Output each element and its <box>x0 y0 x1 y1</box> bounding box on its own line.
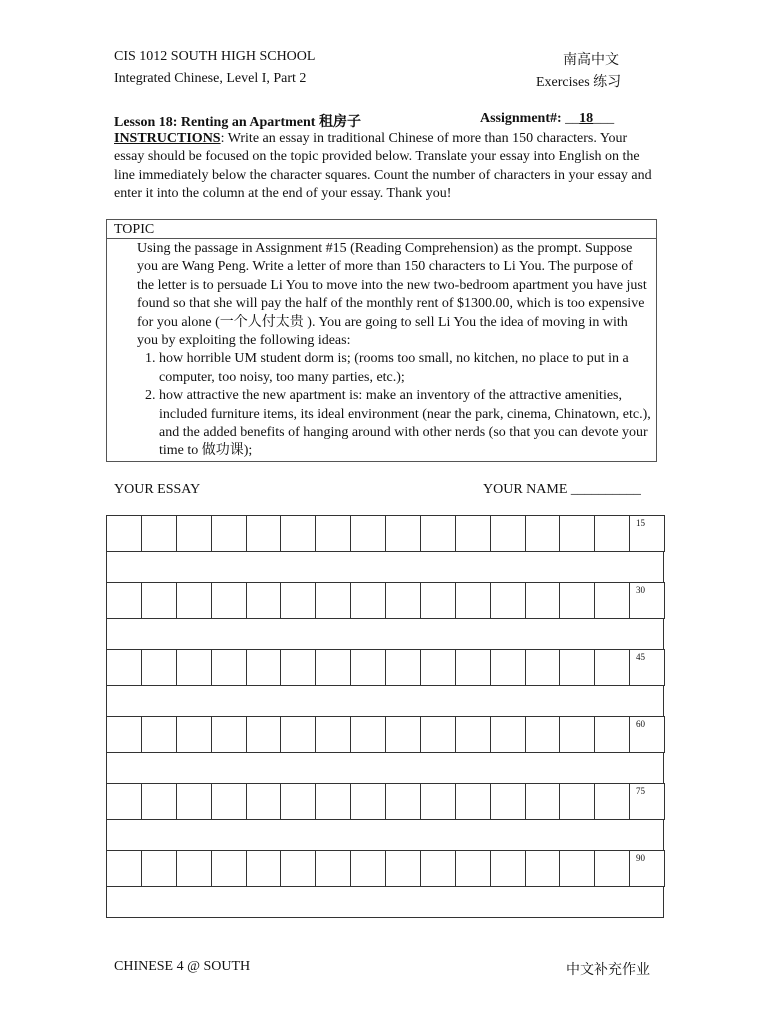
course-name: Integrated Chinese, Level I, Part 2 <box>114 71 307 86</box>
character-square[interactable] <box>525 850 561 887</box>
topic-idea-list <box>137 350 652 460</box>
character-square[interactable] <box>559 783 595 820</box>
character-square[interactable] <box>280 515 316 552</box>
character-square[interactable] <box>350 649 386 686</box>
character-square[interactable] <box>490 783 526 820</box>
character-square[interactable] <box>176 783 212 820</box>
character-square[interactable] <box>246 783 282 820</box>
character-square[interactable] <box>455 515 491 552</box>
school-name-chinese: 南高中文 <box>563 53 619 68</box>
character-square[interactable] <box>629 783 665 820</box>
character-square[interactable] <box>211 716 247 753</box>
character-square[interactable] <box>176 850 212 887</box>
character-square[interactable] <box>525 649 561 686</box>
character-square[interactable] <box>420 649 456 686</box>
character-square[interactable] <box>246 649 282 686</box>
topic-idea-item: 1. how horrible UM student dorm is; (rooms too small, no kitchen, no place to put in a computer, too noisy, too many parties, etc.); <box>159 350 652 387</box>
character-square[interactable] <box>385 649 421 686</box>
character-square[interactable] <box>315 783 351 820</box>
character-square[interactable] <box>420 850 456 887</box>
character-square[interactable] <box>594 515 630 552</box>
character-square[interactable] <box>246 582 282 619</box>
character-square[interactable] <box>385 582 421 619</box>
character-square[interactable] <box>594 850 630 887</box>
character-square[interactable] <box>455 649 491 686</box>
character-square[interactable] <box>350 515 386 552</box>
character-square[interactable] <box>525 783 561 820</box>
character-square[interactable] <box>246 515 282 552</box>
character-square[interactable] <box>420 582 456 619</box>
character-square[interactable] <box>559 716 595 753</box>
character-square[interactable] <box>350 582 386 619</box>
character-square[interactable] <box>525 582 561 619</box>
your-essay-label: YOUR ESSAY <box>114 482 201 497</box>
character-square[interactable] <box>141 515 177 552</box>
character-square[interactable] <box>420 783 456 820</box>
character-square[interactable] <box>385 783 421 820</box>
assignment-value: 18 <box>579 111 594 126</box>
character-square[interactable] <box>315 582 351 619</box>
character-square[interactable] <box>455 850 491 887</box>
character-square[interactable] <box>280 582 316 619</box>
translation-line[interactable] <box>106 551 664 583</box>
character-square[interactable] <box>211 582 247 619</box>
character-square[interactable] <box>490 582 526 619</box>
translation-line[interactable] <box>106 618 664 650</box>
character-square[interactable] <box>141 716 177 753</box>
character-square[interactable] <box>315 850 351 887</box>
character-square[interactable] <box>559 515 595 552</box>
character-square[interactable] <box>106 783 142 820</box>
footer-left: CHINESE 4 @ SOUTH <box>114 959 251 974</box>
character-square[interactable] <box>315 716 351 753</box>
school-name: CIS 1012 SOUTH HIGH SCHOOL <box>114 49 316 64</box>
character-square[interactable] <box>211 783 247 820</box>
character-square[interactable] <box>350 850 386 887</box>
translation-line[interactable] <box>106 685 664 717</box>
translation-line[interactable] <box>106 819 664 851</box>
character-square[interactable] <box>455 783 491 820</box>
topic-box <box>106 219 657 462</box>
character-square[interactable] <box>280 716 316 753</box>
topic-body <box>137 240 652 461</box>
character-square[interactable] <box>525 716 561 753</box>
character-square[interactable] <box>455 716 491 753</box>
character-square[interactable] <box>525 515 561 552</box>
lesson-title: Lesson 18: Renting an Apartment 租房子 <box>114 115 361 130</box>
character-square[interactable] <box>350 783 386 820</box>
character-square[interactable] <box>490 649 526 686</box>
character-square[interactable] <box>629 716 665 753</box>
character-square[interactable] <box>280 649 316 686</box>
character-square[interactable] <box>280 783 316 820</box>
instructions-text: : Write an essay in traditional Chinese of more than 150 characters. Your essay should be focused on the topic provided below. Translate your essay into English on the line immediately below the character squares. Count the number of characters in your essay and enter it into the column at the end of your essay. Thank you! <box>114 131 652 201</box>
instructions-label: INSTRUCTIONS <box>114 131 221 146</box>
character-square[interactable] <box>490 850 526 887</box>
character-square[interactable] <box>490 515 526 552</box>
character-square[interactable] <box>176 649 212 686</box>
character-square[interactable] <box>176 582 212 619</box>
character-square[interactable] <box>350 716 386 753</box>
character-square[interactable] <box>629 582 665 619</box>
character-square[interactable] <box>106 582 142 619</box>
character-square[interactable] <box>559 850 595 887</box>
character-square[interactable] <box>420 515 456 552</box>
character-square[interactable] <box>315 649 351 686</box>
character-square[interactable] <box>106 515 142 552</box>
character-square[interactable] <box>559 649 595 686</box>
character-square[interactable] <box>176 716 212 753</box>
row-count-label: 30 <box>636 585 645 595</box>
row-count-label: 45 <box>636 652 645 662</box>
character-square[interactable] <box>594 582 630 619</box>
topic-idea-item: 2. how attractive the new apartment is: make an inventory of the attractive amenities, included furniture items, its ideal environment (near the park, cinema, Chinatown, etc.), and the added benefits of hanging around with other nerds (so that you can devote your time to 做功课); <box>159 387 652 461</box>
character-square[interactable] <box>211 515 247 552</box>
character-square[interactable] <box>594 716 630 753</box>
character-square[interactable] <box>385 716 421 753</box>
exercises-label: Exercises 练习 <box>536 75 622 90</box>
character-square[interactable] <box>559 582 595 619</box>
character-square[interactable] <box>176 515 212 552</box>
character-square[interactable] <box>141 582 177 619</box>
character-square[interactable] <box>246 850 282 887</box>
character-square[interactable] <box>455 582 491 619</box>
row-count-label: 15 <box>636 518 645 528</box>
translation-line[interactable] <box>106 752 664 784</box>
character-square[interactable] <box>246 716 282 753</box>
character-square[interactable] <box>594 783 630 820</box>
footer-right: 中文补充作业 <box>566 963 650 978</box>
your-name-label: YOUR NAME __________ <box>483 482 641 497</box>
character-square[interactable] <box>106 850 142 887</box>
character-square[interactable] <box>594 649 630 686</box>
essay-grid[interactable] <box>106 515 664 917</box>
character-square[interactable] <box>385 850 421 887</box>
character-square[interactable] <box>141 783 177 820</box>
row-count-label: 60 <box>636 719 645 729</box>
instructions <box>114 130 659 203</box>
character-square[interactable] <box>211 850 247 887</box>
assignment-label: Assignment#: <box>480 111 562 126</box>
topic-heading: TOPIC <box>107 220 656 239</box>
character-square[interactable] <box>106 649 142 686</box>
assignment-blank-after: ___ <box>593 111 615 126</box>
character-square[interactable] <box>141 850 177 887</box>
character-square[interactable] <box>385 515 421 552</box>
translation-line[interactable] <box>106 886 664 918</box>
character-square[interactable] <box>315 515 351 552</box>
topic-prompt: Using the passage in Assignment #15 (Reading Comprehension) as the prompt. Suppose you are Wang Peng. Write a letter of more than 150 characters to Li You. The purpose of the letter is to persuade Li You to move into the new two-bedroom apartment you have just found so that she will pay the half of the monthly rent of $1300.00, which is too expensive for you alone (一个人付太贵 ). You are going to sell Li You the idea of moving in with you by exploiting the following ideas: <box>137 241 647 349</box>
character-square[interactable] <box>106 716 142 753</box>
character-square[interactable] <box>490 716 526 753</box>
assignment-blank-before: __ <box>565 111 580 126</box>
character-square[interactable] <box>211 649 247 686</box>
assignment-number <box>480 111 614 127</box>
character-square[interactable] <box>280 850 316 887</box>
character-square[interactable] <box>629 515 665 552</box>
row-count-label: 90 <box>636 853 645 863</box>
character-square[interactable] <box>629 850 665 887</box>
character-square[interactable] <box>629 649 665 686</box>
character-square[interactable] <box>420 716 456 753</box>
character-square[interactable] <box>141 649 177 686</box>
row-count-label: 75 <box>636 786 645 796</box>
